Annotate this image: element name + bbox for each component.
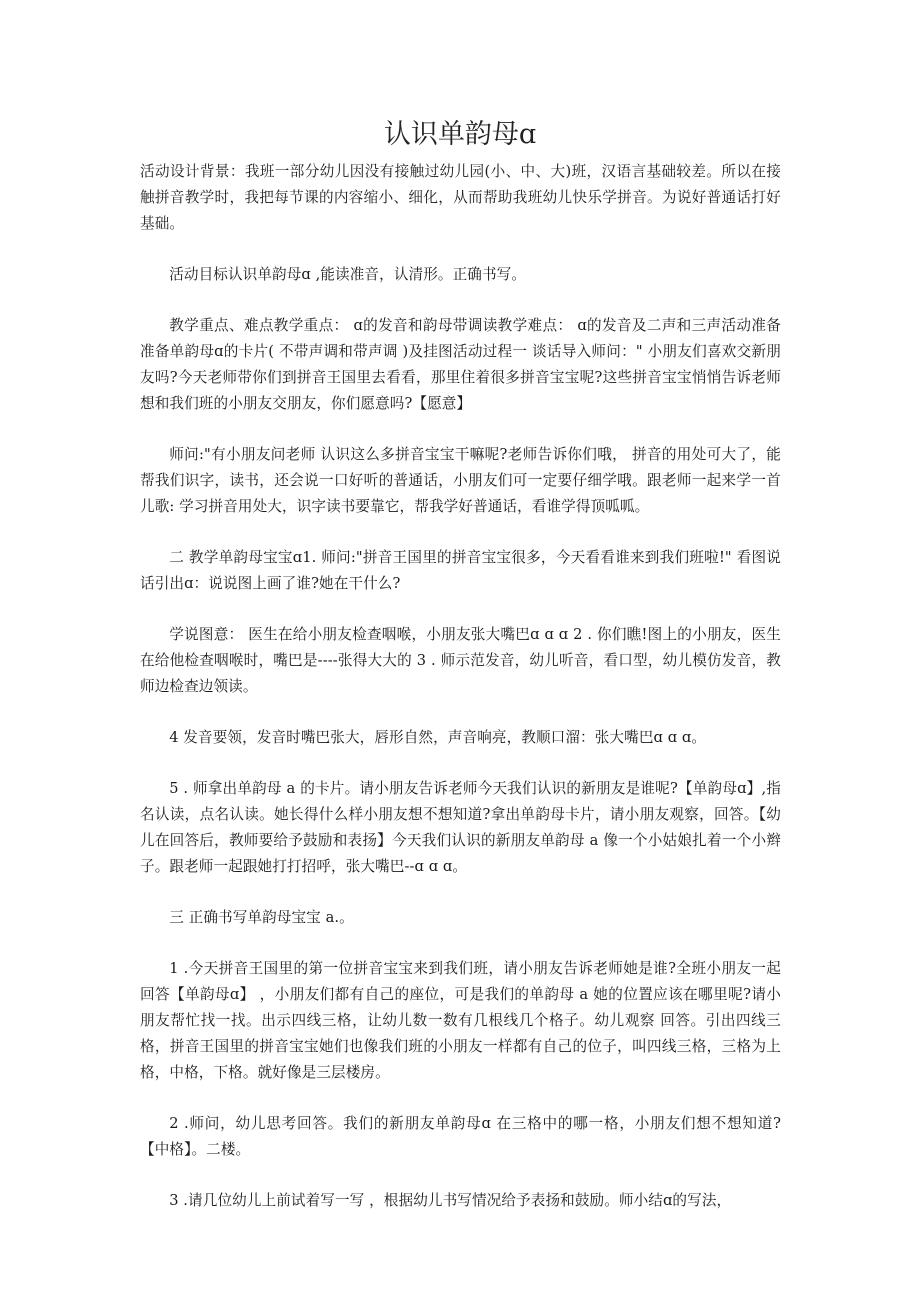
document-body (140, 159, 781, 1214)
document-title: 认识单韵母ɑ (383, 119, 537, 150)
paragraph-section-two: 二 教学单韵母宝宝ɑ1. 师问:"拼音王国里的拼音宝宝很多，今天看看谁来到我们班啦!" 看图说话引出ɑ：说说图上画了谁?她在干什么? (140, 549, 781, 592)
paragraph-background: 活动设计背景：我班一部分幼儿因没有接触过幼儿园(小、中、大)班，汉语言基础较差。所以在接触拼音教学时，我把每节课的内容缩小、细化，从而帮助我班幼儿快乐学拼音。为说好普通话打好基础。 (140, 163, 781, 232)
paragraph-goal: 活动目标认识单韵母ɑ ,能读准音，认清形。正确书写。 (169, 266, 527, 283)
paragraph-step-one: 1 .今天拼音王国里的第一位拼音宝宝来到我们班，请小朋友告诉老师她是谁?全班小朋友一起回答【单韵母ɑ】 ，小朋友们都有自己的座位，可是我们的单韵母 a 她的位置应该在哪里呢?请小朋友帮忙找一找。出示四线三格，让幼儿数一数有几根线几个格子。幼儿观察 回答。引出四线三格，拼音王国里的拼音宝宝她们也像我们班的小朋友一样都有自己的位子，叫四线三格，三格为上格，中格，下格。就好像是三层楼房。 (140, 960, 781, 1081)
paragraph-teacher-question: 师问:"有小朋友问老师 认识这么多拼音宝宝干嘛呢?老师告诉你们哦， 拼音的用处可大了，能帮我们识字，读书，还会说一口好听的普通话，小朋友们可一定要仔细学哦。跟老师一起来学一首儿歌: 学习拼音用处大，识字读书要靠它，帮我学好普通话，看谁学得顶呱呱。 (140, 446, 781, 515)
paragraph-section-three: 三 正确书写单韵母宝宝 a.。 (169, 909, 354, 926)
paragraph-key-points: 教学重点、难点教学重点： ɑ的发音和韵母带调读教学难点： ɑ的发音及二声和三声活动准备准备单韵母ɑ的卡片( 不带声调和带声调 )及挂图活动过程一 谈话导入师问：" 小朋友们喜欢交新朋友吗?今天老师带你们到拼音王国里去看看，那里住着很多拼音宝宝呢?这些拼音宝宝悄悄告诉老师想和我们班的小朋友交朋友，你们愿意吗?【愿意】 (140, 317, 781, 412)
paragraph-step-two: 2 .师问，幼儿思考回答。我们的新朋友单韵母ɑ 在三格中的哪一格，小朋友们想不想知道?【中格】。二楼。 (140, 1115, 781, 1158)
paragraph-card: 5 . 师拿出单韵母 a 的卡片。请小朋友告诉老师今天我们认识的新朋友是谁呢?【单韵母ɑ】,指名认读，点名认读。她长得什么样小朋友想不想知道?拿出单韵母卡片，请小朋友观察，回答。【幼儿在回答后，教师要给予鼓励和表扬】今天我们认识的新朋友单韵母 a 像一个小姑娘扎着一个小辫子。跟老师一起跟她打打招呼，张大嘴巴--ɑ ɑ ɑ。 (140, 780, 781, 875)
paragraph-picture-talk: 学说图意： 医生在给小朋友检查咽喉，小朋友张大嘴巴ɑ ɑ ɑ 2 . 你们瞧!图上的小朋友，医生在给他检查咽喉时，嘴巴是----张得大大的 3 . 师示范发音，幼儿听音，看口型，幼儿模仿发音，教师边检查边领读。 (140, 626, 781, 695)
paragraph-step-three: 3 .请几位幼儿上前试着写一写 ，根据幼儿书写情况给予表扬和鼓励。师小结ɑ的写法， (169, 1192, 732, 1209)
paragraph-pronunciation: 4 发音要领，发音时嘴巴张大，唇形自然，声音响亮，教顺口溜：张大嘴巴ɑ ɑ ɑ。 (169, 729, 707, 746)
